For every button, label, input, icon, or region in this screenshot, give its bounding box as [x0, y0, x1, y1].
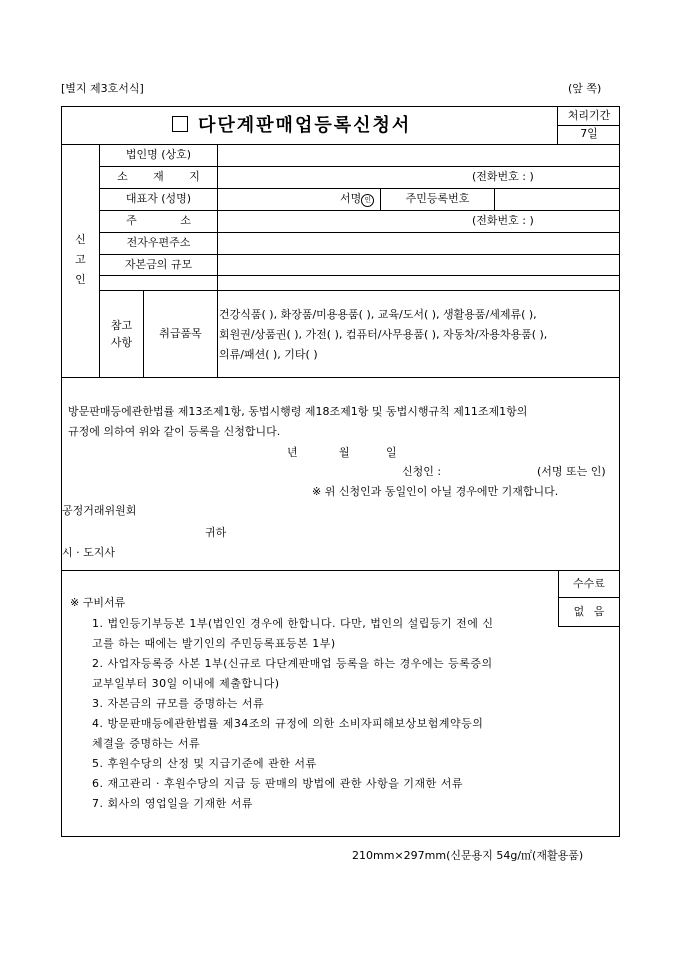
date-month: 월: [339, 446, 350, 459]
items-line-3: 의류/패션( ), 기타( ): [219, 348, 318, 361]
form-title: [172, 116, 411, 136]
address-phone-hint: (전화번호 : ): [472, 214, 534, 227]
application-form: [61, 106, 620, 837]
date-day: 일: [386, 446, 397, 459]
document-item: 1. 법인등기부등본 1부(법인인 경우에 한합니다. 다만, 법인의 설립등기 전에 신: [92, 617, 494, 630]
processing-value: 7일: [580, 127, 598, 140]
declaration-line-1: 방문판매등에관한법률 제13조제1항, 동법시행령 제18조제1항 및 동법시행규칙 제11조제1항의: [68, 405, 528, 418]
recipient-governor: 시 · 도지사: [62, 546, 115, 559]
reference-label-1: 참고: [110, 319, 133, 332]
applicant-sign-label: 신청인 :: [402, 465, 442, 478]
honorific: 귀하: [205, 526, 227, 539]
document-item: 5. 후원수당의 산정 및 지급기준에 관한 서류: [92, 757, 317, 770]
document-item: 2. 사업자등록증 사본 1부(신규로 다단계판매업 등록을 하는 경우에는 등록증의: [92, 657, 493, 670]
rep-label: 대표자 (성명): [125, 192, 192, 205]
location-label: 소 재 지: [117, 170, 200, 183]
reference-label-2: 사항: [110, 336, 133, 349]
recipient-ftc: 공정거래위원회: [62, 504, 137, 517]
location-phone-hint: (전화번호 : ): [472, 170, 534, 183]
address-label: 주 소: [126, 214, 191, 227]
resident-no-label: 주민등록번호: [405, 192, 470, 205]
email-label: 전자우편주소: [126, 236, 191, 249]
documents-heading: ※ 구비서류: [70, 596, 126, 609]
page-side: (앞 쪽): [568, 82, 602, 95]
declaration-line-2: 규정에 의하여 위와 같이 등록을 신청합니다.: [68, 425, 281, 438]
paper-spec-footer: 210mm×297mm(신문용지 54g/㎡(재활용품): [352, 849, 584, 862]
corp-name-label: 법인명 (상호): [125, 148, 192, 161]
applicant-group-label-1: 신: [75, 233, 86, 246]
items-line-2: 회원권/상품권( ), 가전( ), 컴퓨터/사무용품( ), 자동차/자용차용품( ),: [219, 328, 548, 341]
document-item: 체결을 증명하는 서류: [92, 737, 201, 750]
fee-value: 없 음: [573, 605, 605, 618]
document-item: 교부일부터 30일 이내에 제출합니다): [92, 677, 280, 690]
checkbox-icon: [172, 116, 188, 132]
sign-hint: (서명 또는 인): [537, 465, 606, 478]
title-text: 다단계판매업등록신청서: [198, 115, 412, 136]
applicant-group-label-2: 고: [75, 253, 86, 266]
declaration-note: ※ 위 신청인과 동일인이 아닐 경우에만 기재합니다.: [312, 485, 559, 498]
document-item: 6. 재고관리 · 후원수당의 지급 등 판매의 방법에 관한 사항을 기재한 서류: [92, 777, 463, 790]
seal-icon: 인: [361, 194, 374, 207]
document-item: 7. 회사의 영업일을 기재한 서류: [92, 797, 253, 810]
document-item: 고를 하는 때에는 발기인의 주민등록표등본 1부): [92, 637, 336, 650]
date-year: 년: [287, 446, 298, 459]
applicant-group-label-3: 인: [75, 273, 86, 286]
sign-label: 서명: [340, 192, 362, 205]
capital-label: 자본금의 규모: [124, 258, 193, 271]
items-line-1: 건강식품( ), 화장품/미용용품( ), 교육/도서( ), 생활용품/세제류( ),: [219, 308, 537, 321]
items-label: 취급품목: [159, 327, 202, 340]
rep-sign: [340, 192, 374, 207]
form-number: [별지 제3호서식]: [61, 82, 144, 95]
document-item: 3. 자본금의 규모를 증명하는 서류: [92, 697, 265, 710]
processing-label: 처리기간: [567, 109, 611, 122]
fee-label: 수수료: [573, 577, 605, 590]
document-item: 4. 방문판매등에관한법률 제34조의 규정에 의한 소비자피해보상보험계약등의: [92, 717, 484, 730]
